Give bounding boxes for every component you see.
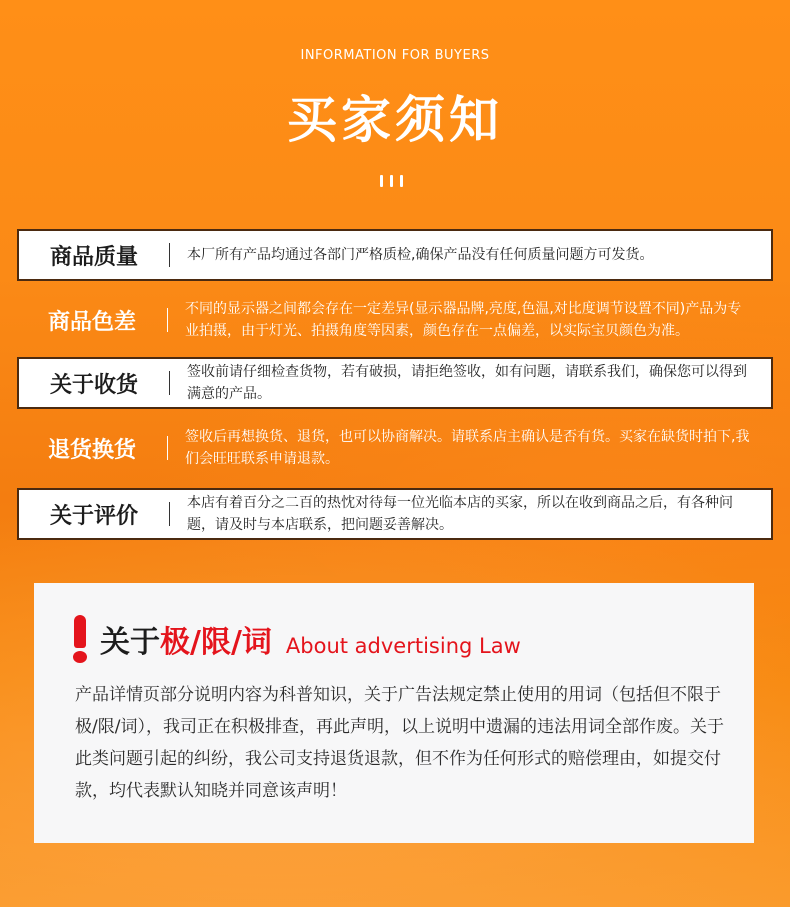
- row-label: 商品质量: [49, 244, 138, 270]
- row-label: 退货换货: [47, 437, 136, 463]
- notice-body: 产品详情页部分说明内容为科普知识，关于广告法规定禁止使用的用词（包括但不限于极/限/词），我司正在积极排查，再此声明，以上说明中遗漏的违法用词全部作废。关于此类问题引起的纠纷，我公司支持退货退款，但不作为任何形式的赔偿理由，如提交付款，均代表默认知晓并同意该声明！: [75, 685, 724, 801]
- info-row-quality: [17, 229, 773, 281]
- row-divider: [167, 308, 168, 332]
- info-row-receiving: [17, 357, 773, 409]
- row-text: 不同的显示器之间都会存在一定差异(显示器品牌,亮度,色温,对比度调节设置不同)产品为专业拍摄，由于灯光、拍摄角度等因素，颜色存在一点偏差，以实际宝贝颜色为准。: [185, 301, 742, 339]
- row-text: 本店有着百分之二百的热忱对待每一位光临本店的买家，所以在收到商品之后，有各种问题，请及时与本店联系，把问题妥善解决。: [187, 495, 733, 533]
- info-row-color-difference: [17, 294, 773, 346]
- page-subtitle: INFORMATION FOR BUYERS: [300, 48, 490, 63]
- row-label: 商品色差: [47, 309, 136, 335]
- row-label: 关于收货: [49, 372, 138, 398]
- three-bars-icon: [380, 175, 403, 187]
- notice-title-highlight: 极/限/词: [160, 625, 272, 660]
- notice-heading: [70, 613, 521, 663]
- info-row-returns: [17, 422, 773, 474]
- info-row-reviews: [17, 488, 773, 540]
- advertising-law-notice: [34, 583, 754, 843]
- row-text: 本厂所有产品均通过各部门严格质检,确保产品没有任何质量问题方可发货。: [187, 247, 654, 263]
- notice-title-english: About advertising Law: [285, 634, 521, 658]
- row-divider: [169, 243, 170, 267]
- row-text: 签收后再想换货、退货，也可以协商解决。请联系店主确认是否有货。买家在缺货时拍下,我们会旺旺联系申请退款。: [185, 429, 750, 467]
- row-label: 关于评价: [49, 503, 138, 529]
- row-divider: [167, 436, 168, 460]
- notice-title-prefix: 关于: [100, 625, 160, 660]
- page-title: 买家须知: [287, 91, 503, 149]
- row-divider: [169, 371, 170, 395]
- row-text: 签收前请仔细检查货物，若有破损，请拒绝签收，如有问题，请联系我们，确保您可以得到满意的产品。: [187, 364, 747, 402]
- row-divider: [169, 502, 170, 526]
- exclamation-icon: [70, 615, 90, 663]
